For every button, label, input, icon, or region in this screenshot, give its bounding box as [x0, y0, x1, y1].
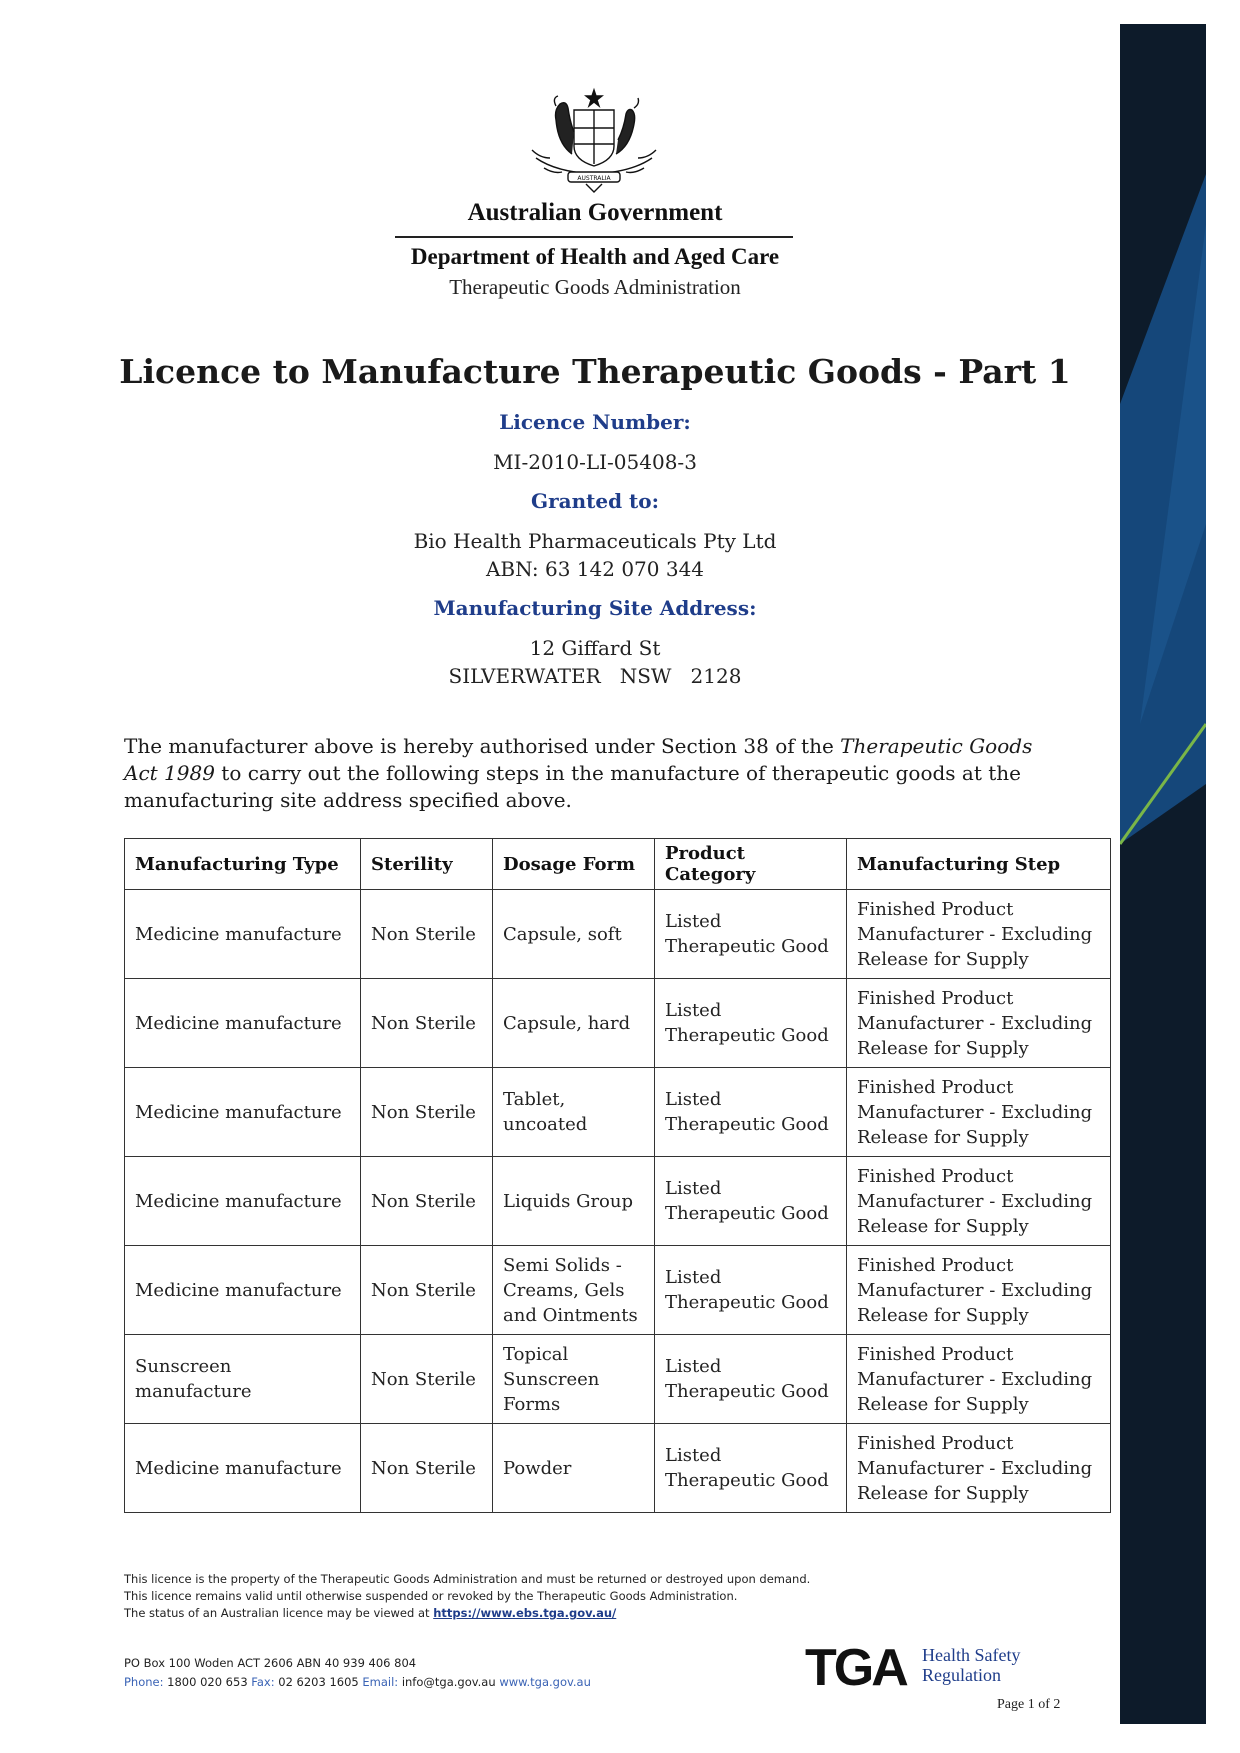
contact-line [124, 1673, 684, 1692]
act-name: Therapeutic Goods Act 1989 [124, 734, 1033, 785]
table-cell: Listed Therapeutic Good [655, 1157, 847, 1246]
table-cell: Finished Product Manufacturer - Excluding Release for Supply [847, 1246, 1111, 1335]
tga-logo: TGA [805, 1639, 906, 1697]
svg-text:AUSTRALIA: AUSTRALIA [577, 175, 611, 182]
fax-label: Fax: [251, 1675, 275, 1689]
government-name: Australian Government [467, 199, 723, 226]
table-cell: Listed Therapeutic Good [655, 1068, 847, 1157]
manufacturing-steps-table [124, 838, 1111, 1513]
site-address-line1: 12 Giffard St [529, 636, 661, 660]
licence-number: MI-2010-LI-05408-3 [493, 450, 697, 474]
table-header-row [125, 839, 1111, 890]
table-cell: Non Sterile [361, 1246, 493, 1335]
table-cell: Tablet, uncoated [493, 1068, 655, 1157]
table-cell: Listed Therapeutic Good [655, 890, 847, 979]
website-link[interactable]: www.tga.gov.au [499, 1675, 591, 1689]
intro-text-end: to carry out the following steps in the manufacture of therapeutic goods at the manufacturing site address specified above. [124, 761, 1021, 812]
column-header: Product Category [655, 839, 847, 890]
site-address-label: Manufacturing Site Address: [433, 596, 757, 620]
table-row [125, 1246, 1111, 1335]
table-cell: Non Sterile [361, 1068, 493, 1157]
page-number: Page 1 of 2 [997, 1697, 1061, 1712]
table-cell: Non Sterile [361, 1424, 493, 1513]
table-cell: Medicine manufacture [125, 890, 361, 979]
table-cell: Listed Therapeutic Good [655, 1246, 847, 1335]
column-header: Sterility [361, 839, 493, 890]
email-address[interactable]: info@tga.gov.au [398, 1675, 500, 1689]
table-row [125, 1335, 1111, 1424]
table-cell: Medicine manufacture [125, 1157, 361, 1246]
department-name: Department of Health and Aged Care [410, 244, 780, 269]
table-cell: Listed Therapeutic Good [655, 1335, 847, 1424]
column-header: Dosage Form [493, 839, 655, 890]
licence-note-status [124, 1605, 924, 1622]
table-cell: Listed Therapeutic Good [655, 1424, 847, 1513]
table-cell: Listed Therapeutic Good [655, 979, 847, 1068]
licence-note-property: This licence is the property of the Therapeutic Goods Administration and must be returned or destroyed upon demand. [124, 1572, 811, 1586]
authorisation-statement [124, 733, 1044, 814]
fax-number: 02 6203 1605 [274, 1675, 363, 1689]
tga-contact-details [124, 1654, 684, 1692]
agency-name: Therapeutic Goods Administration [449, 275, 741, 299]
table-cell: Medicine manufacture [125, 1068, 361, 1157]
ebs-link[interactable]: https://www.ebs.tga.gov.au/ [433, 1606, 617, 1620]
table-cell: Capsule, soft [493, 890, 655, 979]
site-address-line2: SILVERWATER NSW 2128 [448, 664, 742, 688]
table-cell: Topical Sunscreen Forms [493, 1335, 655, 1424]
table-cell: Powder [493, 1424, 655, 1513]
company-name: Bio Health Pharmaceuticals Pty Ltd [413, 529, 777, 553]
licence-number-label: Licence Number: [499, 410, 691, 434]
phone-number: 1800 020 653 [163, 1675, 252, 1689]
licence-notes [124, 1571, 924, 1622]
table-cell: Finished Product Manufacturer - Excluding Release for Supply [847, 1157, 1111, 1246]
table-cell: Medicine manufacture [125, 1246, 361, 1335]
table-cell: Semi Solids - Creams, Gels and Ointments [493, 1246, 655, 1335]
licence-note-validity: This licence remains valid until otherwise suspended or revoked by the Therapeutic Goods Administration. [124, 1589, 738, 1603]
document-title: Licence to Manufacture Therapeutic Goods - Part 1 [119, 352, 1071, 391]
intro-text-start: The manufacturer above is hereby authorised under Section 38 of the [124, 734, 841, 758]
table-cell: Non Sterile [361, 1335, 493, 1424]
table-cell: Liquids Group [493, 1157, 655, 1246]
licence-note-status-text: The status of an Australian licence may be viewed at [124, 1606, 434, 1620]
table-cell: Medicine manufacture [125, 1424, 361, 1513]
table-cell: Medicine manufacture [125, 979, 361, 1068]
email-label: Email: [362, 1675, 399, 1689]
table-row [125, 1424, 1111, 1513]
table-cell: Finished Product Manufacturer - Excluding Release for Supply [847, 1335, 1111, 1424]
table-cell: Non Sterile [361, 890, 493, 979]
table-cell: Finished Product Manufacturer - Excluding Release for Supply [847, 1424, 1111, 1513]
company-abn: ABN: 63 142 070 344 [485, 557, 705, 581]
tga-tagline: Health Safety Regulation [922, 1645, 1021, 1685]
table-row [125, 1157, 1111, 1246]
table-cell: Non Sterile [361, 979, 493, 1068]
table-cell: Non Sterile [361, 1157, 493, 1246]
table-cell: Finished Product Manufacturer - Excluding Release for Supply [847, 890, 1111, 979]
table-cell: Finished Product Manufacturer - Excluding Release for Supply [847, 979, 1111, 1068]
table-cell: Capsule, hard [493, 979, 655, 1068]
table-cell: Finished Product Manufacturer - Excluding Release for Supply [847, 1068, 1111, 1157]
table-cell: Sunscreen manufacture [125, 1335, 361, 1424]
postal-address: PO Box 100 Woden ACT 2606 ABN 40 939 406 804 [124, 1656, 417, 1670]
table-row [125, 1068, 1111, 1157]
table-row [125, 979, 1111, 1068]
header-divider [395, 236, 793, 238]
table-row [125, 890, 1111, 979]
column-header: Manufacturing Step [847, 839, 1111, 890]
commonwealth-coat-of-arms-icon [522, 84, 666, 196]
phone-label: Phone: [124, 1675, 164, 1689]
column-header: Manufacturing Type [125, 839, 361, 890]
granted-to-label: Granted to: [531, 489, 659, 513]
